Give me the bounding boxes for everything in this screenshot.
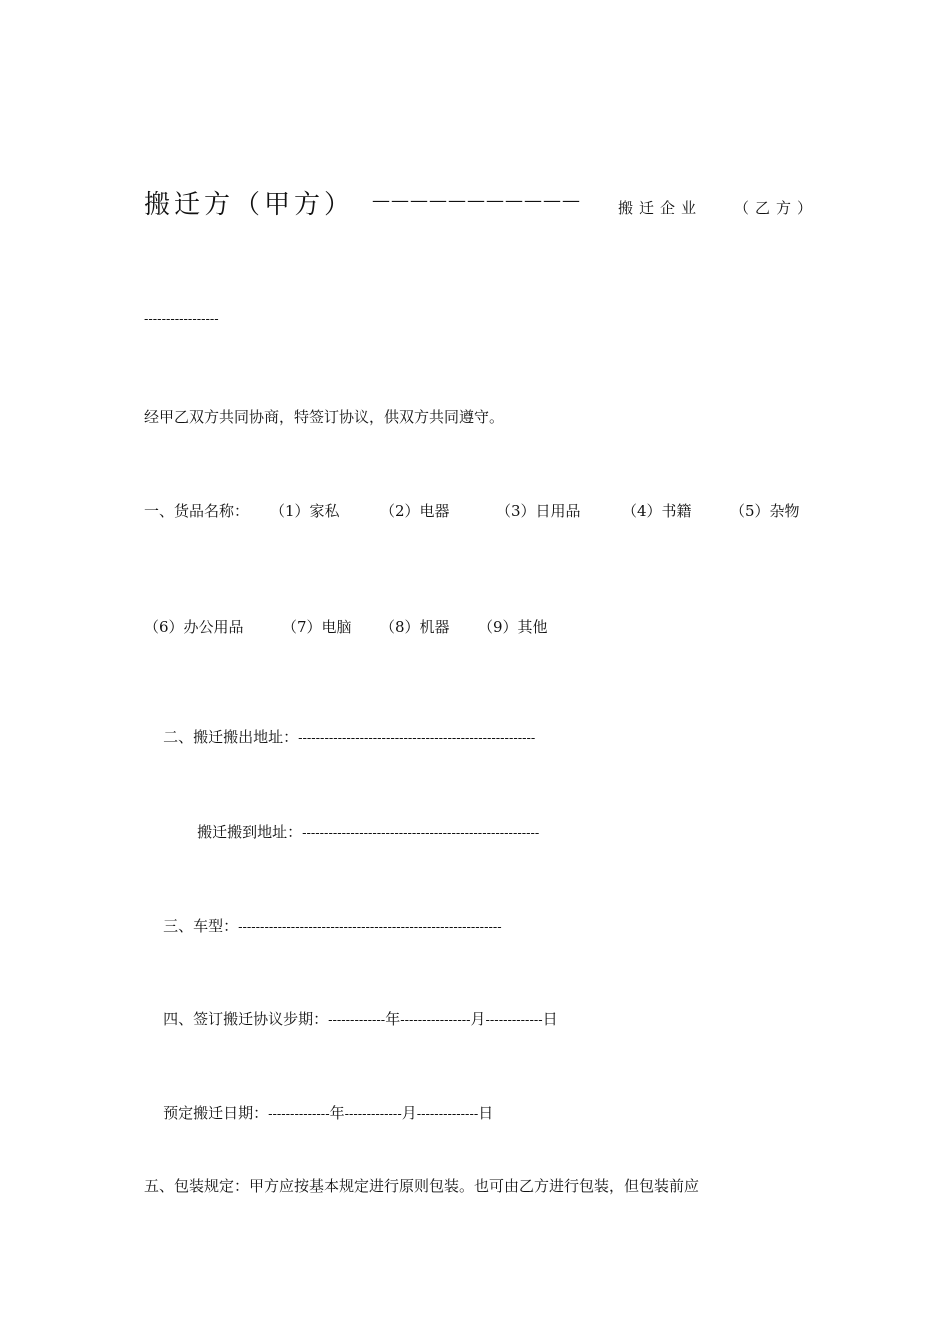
goods-item: （5）杂物: [730, 502, 800, 520]
sign-year-unit: 年: [385, 1010, 401, 1028]
planned-year-blank: --------------: [268, 1107, 330, 1122]
move-to-address: [178, 802, 539, 864]
planned-month-unit: 月: [401, 1104, 417, 1122]
vehicle-label: 三、车型：: [163, 917, 239, 935]
party-a-title: 搬迁方（甲方）: [144, 190, 355, 220]
vehicle-type: [144, 896, 502, 958]
sign-day-unit: 日: [542, 1010, 558, 1028]
goods-item: （9）其他: [478, 618, 548, 636]
move-from-address: [144, 707, 535, 769]
goods-item: （7）电脑: [282, 618, 352, 636]
move-to-blank: ------------------------------------------------------: [302, 826, 540, 841]
packaging-clause: 五、包装规定：甲方应按基本规定进行原则包装。也可由乙方进行包装，但包装前应: [144, 1177, 700, 1195]
party-b-title: 搬迁企业: [618, 199, 703, 217]
party-b-blank: -----------------: [144, 312, 219, 327]
planned-month-blank: -------------: [344, 1107, 402, 1122]
planned-day-unit: 日: [478, 1104, 494, 1122]
party-a-blank: ———————————: [372, 190, 581, 211]
move-from-blank: ------------------------------------------------------: [298, 731, 536, 746]
sign-year-blank: -------------: [328, 1013, 386, 1028]
intro-text: 经甲乙双方共同协商，特签订协议，供双方共同遵守。: [144, 408, 505, 426]
goods-item: （6）办公用品: [144, 618, 244, 636]
party-b-suffix: （乙方）: [734, 199, 819, 217]
vehicle-blank: ------------------------------------------------------------: [238, 920, 502, 935]
goods-item: （2）电器: [380, 502, 450, 520]
sign-month-blank: ----------------: [400, 1013, 471, 1028]
move-to-label: 搬迁搬到地址：: [197, 823, 303, 841]
planned-day-blank: --------------: [416, 1107, 479, 1122]
move-from-label: 二、搬迁搬出地址：: [163, 728, 299, 746]
goods-item: （3）日用品: [496, 502, 581, 520]
goods-item: （4）书籍: [622, 502, 692, 520]
planned-date: [144, 1083, 493, 1145]
goods-label: 一、货品名称：: [144, 502, 250, 520]
planned-date-label: 预定搬迁日期：: [163, 1104, 269, 1122]
sign-month-unit: 月: [470, 1010, 486, 1028]
goods-item: （1）家私: [270, 502, 340, 520]
sign-day-blank: -------------: [485, 1013, 543, 1028]
goods-item: （8）机器: [380, 618, 450, 636]
sign-date-label: 四、签订搬迁协议步期：: [163, 1010, 329, 1028]
planned-year-unit: 年: [329, 1104, 345, 1122]
sign-date: [144, 989, 558, 1051]
